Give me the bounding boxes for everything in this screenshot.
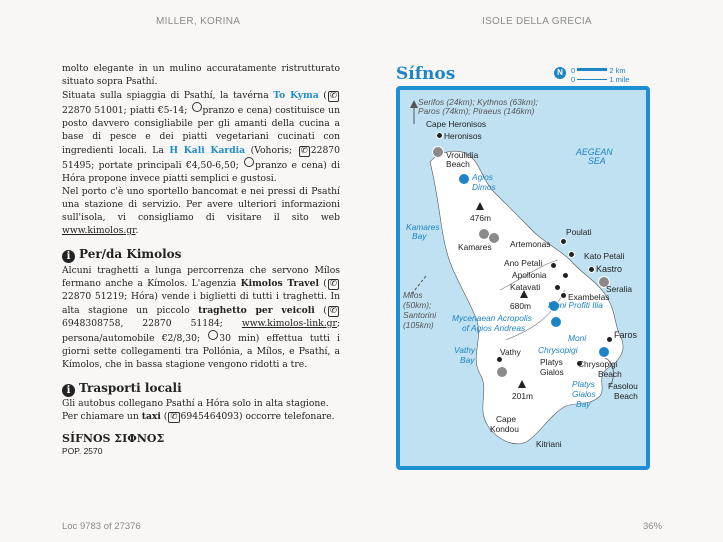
paragraph-text: Gli autobus collegano Psathí a Hóra solo in alta stagione. (62, 397, 329, 409)
peak-icon (518, 380, 526, 388)
scale-zero: 0 (571, 75, 576, 84)
scale-mile: 1 mile (609, 75, 630, 84)
place-agios-dimos-2: Dimos (472, 182, 496, 192)
kastro-marker (588, 266, 595, 273)
sifnos-map[interactable] (396, 64, 650, 464)
place-gialos: Gialos (540, 367, 564, 377)
link-kimolos-gr[interactable]: www.kimolos.gr (62, 225, 136, 237)
paragraph (62, 410, 340, 423)
heronisos-marker (436, 132, 443, 139)
place-acropolis: Mycenaean Acropolis (452, 313, 532, 323)
beach-icon (496, 366, 508, 378)
vathy-bay-2: Bay (460, 355, 475, 365)
map-frame (396, 86, 650, 470)
exambelas-marker (560, 292, 567, 299)
place-chrysopigi-beach: Chrysopigi (578, 359, 618, 369)
vathy-marker (496, 356, 503, 363)
paragraph (62, 62, 340, 88)
place-exambelas: Exambelas (568, 292, 610, 302)
place-poulati: Poulati (566, 227, 592, 237)
place-chrysopigi-beach-2: Beach (598, 369, 622, 379)
peak-icon (476, 202, 484, 210)
paragraph-text: (Vohoris; (245, 144, 298, 156)
beach-icon (432, 146, 444, 158)
paragraph-text: 6945464093) occorre telefonare. (180, 411, 335, 423)
paragraph-text: pranzo e cena) di Hóra propone invece piatti semplici e gustosi. (62, 159, 341, 184)
sea-label: AEGEAN (576, 147, 613, 157)
route-north-2: Paros (74km); Piraeus (146km) (418, 106, 535, 116)
faros-marker (606, 336, 613, 343)
text-column (62, 62, 340, 458)
place-artemonas: Artemonas (510, 239, 551, 249)
elevation-680: 680m (510, 301, 531, 311)
paragraph-text: ( (160, 411, 168, 423)
elevation-201: 201m (512, 391, 533, 401)
paragraph-text: 22870 51001; piatti €5-14; (62, 105, 191, 117)
paragraph-text: 6948308758, 22870 51184; (62, 317, 242, 329)
paragraph-text: . (135, 225, 139, 237)
paragraph-text: 22870 51495; portate principali €4,50-6,50; (62, 144, 340, 171)
place-agios-dimos: Agios (472, 172, 493, 182)
paragraph-text: Situata sulla spiaggia di Psathí, la tavérna (62, 90, 274, 102)
elevation-476: 476m (470, 213, 491, 223)
place-acropolis-2: of Agios Andreas (462, 323, 526, 333)
paragraph-text: ( (318, 278, 327, 290)
katavati-marker (554, 284, 561, 291)
kamares-bay-2: Bay (412, 231, 427, 241)
poulati-marker (560, 238, 567, 245)
sea-label-2: SEA (588, 156, 606, 166)
section-heading (62, 246, 340, 263)
paragraph-text: ( (314, 304, 327, 316)
scale-km: 2 km (609, 66, 626, 75)
kamares-bay: Kamares (406, 222, 440, 232)
info-icon: i (62, 250, 75, 263)
info-icon: i (62, 384, 75, 397)
place-ano-petali: Ano Petali (504, 258, 543, 268)
paragraph (62, 264, 340, 371)
place-kamares: Kamares (458, 242, 492, 252)
paragraph (62, 89, 340, 185)
paragraph-text: 22870 51219; Hóra) vende i biglietti di tutti i traghetti. In alta stagione un piccolo (62, 291, 340, 316)
route-west-2: (50km); (403, 300, 432, 310)
place-heronisos: Heronisos (444, 131, 482, 141)
ruins-icon (550, 316, 562, 328)
scale-bar (571, 66, 629, 84)
link-kimolos-link[interactable]: www.kimolos-link.gr (241, 317, 337, 329)
heading-text: Trasporti locali (79, 380, 182, 395)
paragraph-text: Alcuni traghetti a lunga percorrenza che servono Mílos fermano anche a Kímolos. L'agenzia (62, 265, 340, 290)
place-kato-petali: Kato Petali (584, 251, 625, 261)
place-vroulidia: Vroulidia (446, 150, 479, 160)
phone-icon: ✆ (329, 305, 337, 316)
taxi-label: taxi (141, 411, 161, 423)
scale-zero: 0 (571, 66, 576, 75)
place-fasolou: Fasolou (608, 381, 638, 391)
paragraph-text: molto elegante in un mulino accuratamente ristrutturato situato sopra Psathí. (62, 63, 340, 88)
section-heading (62, 380, 340, 397)
monastery-icon (598, 346, 610, 358)
vathy-bay: Vathy (454, 345, 476, 355)
place-kitriani: Kitriani (536, 439, 562, 449)
ano-petali-marker (550, 262, 557, 269)
route-west-1: Milos (403, 290, 423, 300)
monastery-icon (458, 173, 470, 185)
north-arrow-icon: N (554, 67, 566, 79)
place-katavati: Katavati (510, 282, 541, 292)
phone-icon: ✆ (329, 91, 337, 102)
place-platys: Platys (540, 357, 563, 367)
kato-petali-marker (568, 251, 575, 258)
place-kastro: Kastro (596, 264, 623, 274)
place-moni: Moni (568, 333, 587, 343)
agency-name: Kimolos Travel (240, 278, 319, 290)
map-title: Sífnos (396, 64, 456, 84)
clock-icon (244, 157, 254, 167)
ferry-name: traghetto per veicoli (198, 304, 315, 316)
paragraph-text: pranzo e cena) costituisce un posto davvero consigliabile per gli amanti della cucina a base di pesce e dei piatti vegetariani cucinati con ingredienti locali. La (62, 105, 341, 156)
route-west-3: Santorini (403, 310, 437, 320)
paragraph (62, 185, 340, 237)
route-west-4: (105km) (403, 320, 434, 330)
paragraph-text: 30 min) effettua tutti i giorni sette collegamenti tra Pollónia, a Mílos, e Psathí, a Kímolos, che in bassa stagione vengono ridotti a tre. (62, 332, 340, 370)
peak-icon (520, 290, 528, 298)
heading-text: Per/da Kimolos (79, 247, 182, 262)
population: POP. 2570 (62, 446, 103, 457)
platys-bay-2: Gialos (572, 389, 596, 399)
paragraph-text: Nel porto c'è uno sportello bancomat e nei pressi di Psathí una stazione di servizio. Per avere ulteriori informazioni sull'isola, vi consigliamo di visitare il sito web (62, 185, 340, 224)
place-cape-heronisos: Cape Heronisos (426, 119, 487, 129)
progress-percent: 36% (643, 521, 663, 532)
place-vroulidia-beach: Beach (446, 159, 470, 169)
clock-icon (208, 330, 218, 340)
place-fasolou-beach: Beach (614, 391, 638, 401)
section-heading: SÍFNOS ΣΙΦΝΟΣ (62, 432, 165, 446)
route-north-1: Serifos (24km); Kythnos (63km); (418, 97, 539, 107)
place-cape: Cape (496, 414, 517, 424)
phone-icon: ✆ (300, 145, 308, 156)
place-vathy: Vathy (500, 347, 521, 357)
paragraph-text: ( (318, 90, 327, 102)
place-profiti-ilia: Moni Profiti Ilia (548, 300, 603, 310)
link-h-kali-kardia[interactable]: H Kali Kardia (169, 144, 246, 156)
paragraph-text: Per chiamare un (62, 411, 142, 423)
place-kondou: Kondou (490, 424, 519, 434)
place-chrysopigi: Chrysopigi (538, 345, 578, 355)
header-author: MILLER, KORINA (156, 16, 241, 27)
location-indicator: Loc 9783 of 27376 (62, 521, 141, 532)
place-apollonia: Apollonia (512, 270, 547, 280)
place-faros: Faros (614, 330, 638, 340)
phone-icon: ✆ (329, 279, 338, 290)
place-seralia: Seralia (606, 284, 633, 294)
clock-icon (192, 102, 202, 112)
paragraph (62, 397, 340, 410)
platys-bay: Platys (572, 379, 595, 389)
paragraph-text: ; persona/automobile €2/8,30; (62, 317, 340, 344)
header-book-title: ISOLE DELLA GRECIA (482, 16, 592, 27)
apollonia-marker (562, 272, 569, 279)
link-to-kyma[interactable]: To Kyma (273, 90, 319, 102)
platys-bay-3: Bay (576, 399, 591, 409)
phone-icon: ✆ (170, 412, 178, 423)
